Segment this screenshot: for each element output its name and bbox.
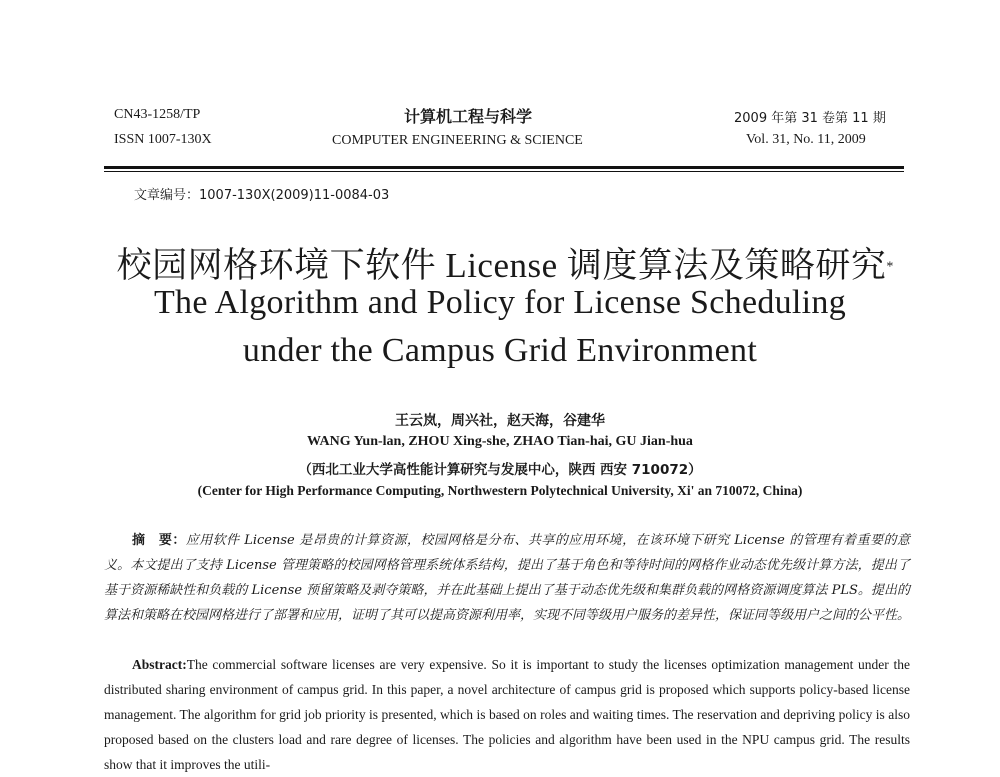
title-en-line1: The Algorithm and Policy for License Scheduling — [153, 284, 847, 321]
abstract-cn-text: 应用软件 License 是昂贵的计算资源，校园网格是分布、共享的应用环境，在该环境下研究 License 的管理有着重要的意义。本文提出了支持 License 管理策略的校园网格管理系统体系结构，提出了基于角色和等待时间的网格作业动态优先级计算方法，提出了基于资源稀缺性和负载的 License 预留策略及剥夺策略，并在此基础上提出了基于动态优先级和集群负载的网格资源调度算法 PLS。提出的算法和策略在校园网格进行了部署和应用，证明了其可以提高资源利用率，实现不同等级用户服务的差异性，保证同等级用户之间的公平性。 — [104, 533, 911, 623]
title-footnote-mark: * — [886, 259, 894, 275]
authors-cn: 王云岚，周兴社，赵天海，谷建华 — [395, 413, 605, 429]
title-en-line2: under the Campus Grid Environment — [242, 332, 758, 369]
article-number: 文章编号：1007-130X(2009)11-0084-03 — [134, 188, 390, 203]
issn: ISSN 1007-130X — [114, 132, 212, 147]
issue-cn: 2009 年第 31 卷第 11 期 — [734, 111, 886, 126]
abstract-cn — [104, 528, 910, 628]
journal-title-en: COMPUTER ENGINEERING & SCIENCE — [332, 133, 583, 148]
abstract-cn-label: 摘 要： — [132, 533, 186, 548]
header-rule-thin — [104, 171, 904, 172]
affiliation-en: (Center for High Performance Computing, Northwestern Polytechnical University, Xi' an 710072, China) — [197, 483, 803, 498]
header-rule-thick — [104, 166, 904, 169]
abstract-en-label: Abstract: — [132, 657, 187, 672]
affiliation-cn: （西北工业大学高性能计算研究与发展中心，陕西 西安 710072） — [298, 462, 702, 478]
abstract-en — [104, 652, 910, 777]
title-cn: 校园网格环境下软件 License 调度算法及策略研究 — [116, 246, 887, 285]
cn-code: CN43-1258/TP — [114, 107, 201, 122]
title-cn-line — [110, 238, 900, 288]
authors-en: WANG Yun-lan, ZHOU Xing-she, ZHAO Tian-hai, GU Jian-hua — [307, 434, 693, 449]
journal-title-cn: 计算机工程与科学 — [404, 107, 533, 126]
issue-en: Vol. 31, No. 11, 2009 — [746, 132, 866, 147]
abstract-en-text: The commercial software licenses are very expensive. So it is important to study the licenses optimization management under the distributed sharing environment of campus grid. In this paper, a novel architecture of campus grid is proposed which supports policy-based license management. The algorithm for grid job priority is presented, which is based on roles and waiting times. The reservation and depriving policy is also proposed based on the clusters load and rare degree of licenses. The policies and algorithm have been used in the NPU campus grid. The results show that it improves the utili- — [104, 657, 910, 772]
